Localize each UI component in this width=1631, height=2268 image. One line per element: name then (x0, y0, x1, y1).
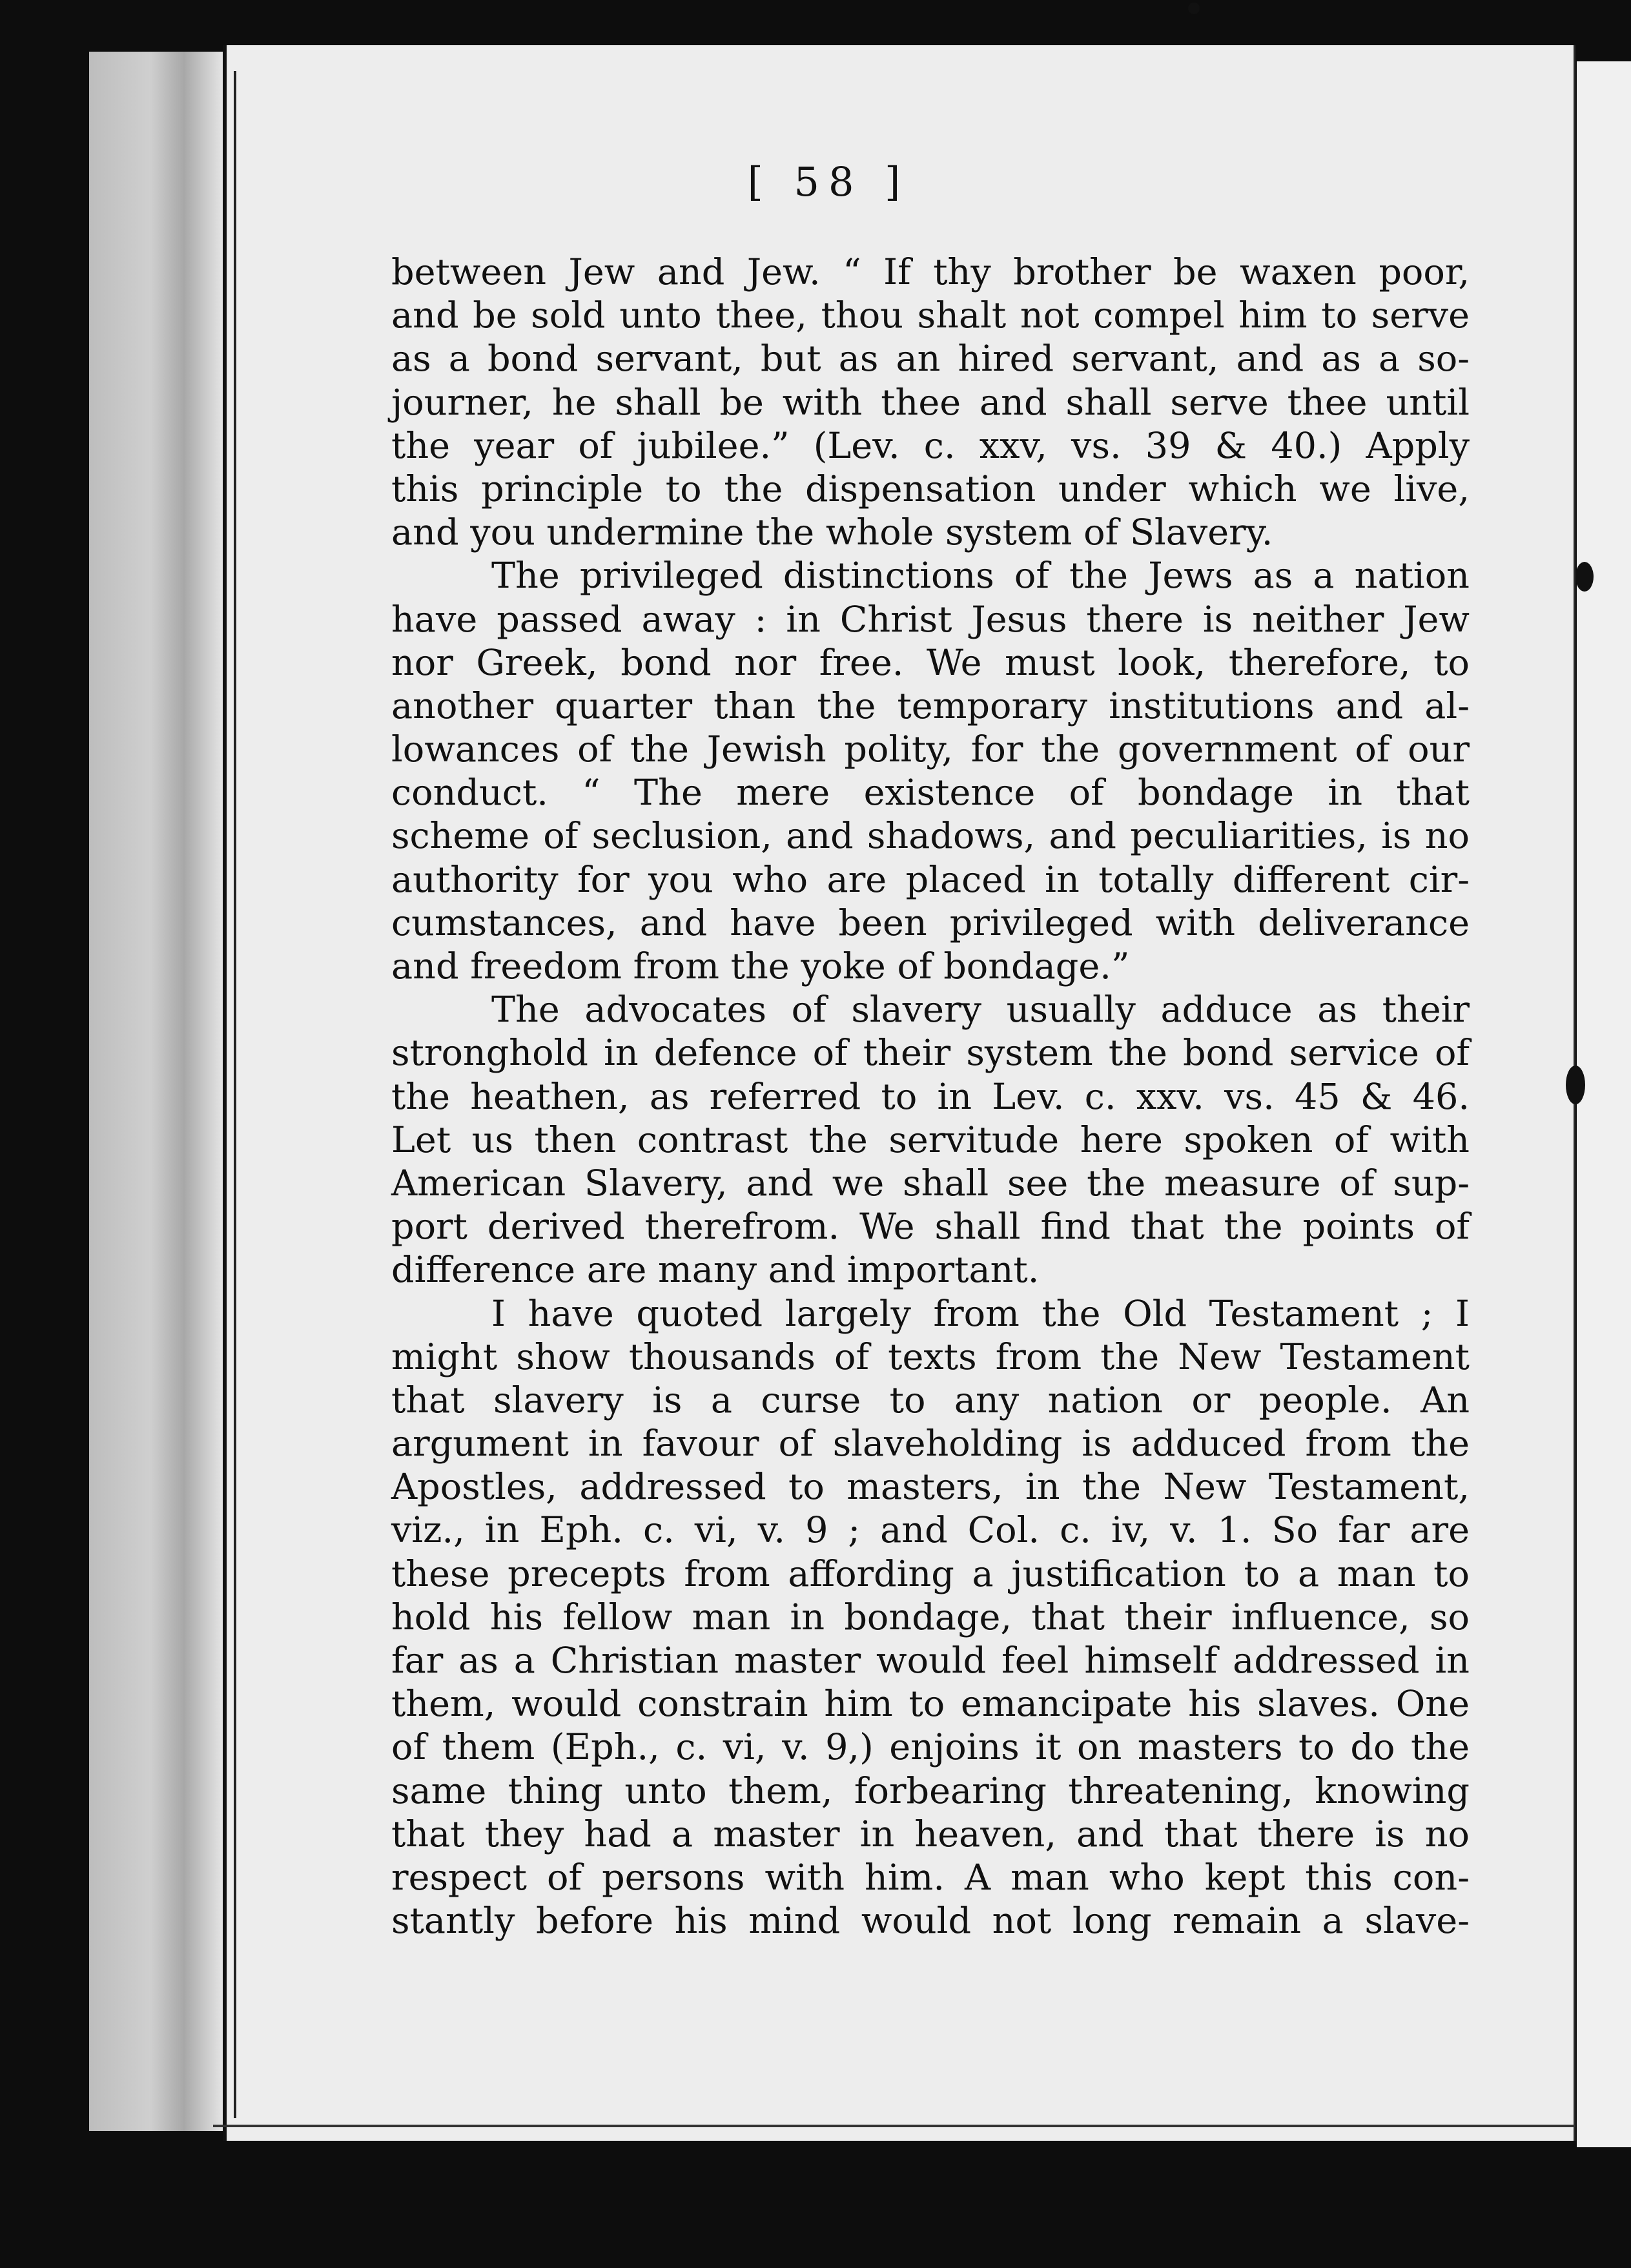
scan-speck (1575, 562, 1594, 592)
text-line: Let us then contrast the servitude here spoken of with (391, 1119, 1470, 1161)
text-line: these precepts from affording a justification to a man to (391, 1552, 1470, 1595)
text-line: and freedom from the yoke of bondage.” (391, 945, 1130, 987)
text-line: of them (Eph., c. vi, v. 9,) enjoins it on masters to do the (391, 1726, 1470, 1769)
text-line: between Jew and Jew. “ If thy brother be waxen poor, (391, 251, 1470, 293)
text-line: the year of jubilee.” (Lev. c. xxv, vs. 39 & 40.) Apply (391, 424, 1470, 467)
text-line: conduct. “ The mere existence of bondage in that (391, 772, 1470, 814)
facing-page-edge (1577, 61, 1631, 2147)
text-line: stronghold in defence of their system the bond service of (391, 1032, 1470, 1075)
text-line: the heathen, as referred to in Lev. c. xxv. vs. 45 & 46. (391, 1075, 1470, 1118)
text-line: them, would constrain him to emancipate his slaves. One (391, 1683, 1470, 1726)
text-line: The privileged distinctions of the Jews as a nation (491, 555, 1470, 597)
text-line: authority for you who are placed in totally different cir- (391, 858, 1470, 901)
text-line: nor Greek, bond nor free. We must look, therefore, to (391, 641, 1470, 684)
page-number: [ 58 ] (747, 158, 910, 205)
page-left-edge (89, 52, 225, 2131)
text-line: stantly before his mind would not long remain a slave- (391, 1900, 1470, 1943)
page-bottom-edge (213, 2125, 1575, 2127)
text-line: I have quoted largely from the Old Testament ; I (491, 1292, 1470, 1335)
text-line: another quarter than the temporary institutions and al- (391, 685, 1470, 727)
text-line: that they had a master in heaven, and that there is no (391, 1813, 1470, 1855)
text-line: might show thousands of texts from the New Testament (391, 1335, 1470, 1378)
text-line: same thing unto them, forbearing threatening, knowing (391, 1769, 1470, 1812)
text-line: have passed away : in Christ Jesus there is neither Jew (391, 598, 1470, 641)
text-line: as a bond servant, but as an hired servant, and as a so- (391, 338, 1470, 380)
text-line: respect of persons with him. A man who kept this con- (391, 1856, 1470, 1899)
text-line: cumstances, and have been privileged with deliverance (391, 902, 1470, 944)
text-line: port derived therefrom. We shall find that the points of (391, 1206, 1470, 1248)
text-line: American Slavery, and we shall see the measure of sup- (391, 1162, 1470, 1204)
scan-speck (1188, 3, 1200, 14)
text-line: The advocates of slavery usually adduce as their (491, 989, 1470, 1031)
text-line: this principle to the dispensation under which we live, (391, 468, 1470, 510)
text-line: and be sold unto thee, thou shalt not compel him to serve (391, 294, 1470, 337)
text-line: Apostles, addressed to masters, in the New Testament, (391, 1466, 1470, 1509)
body-text (391, 251, 1470, 1943)
text-line: viz., in Eph. c. vi, v. 9 ; and Col. c. iv, v. 1. So far are (391, 1509, 1470, 1552)
scan-speck (1566, 1066, 1585, 1104)
text-line: argument in favour of slaveholding is adduced from the (391, 1423, 1470, 1465)
text-line: far as a Christian master would feel himself addressed in (391, 1640, 1470, 1682)
text-line: scheme of seclusion, and shadows, and peculiarities, is no (391, 815, 1470, 858)
page-gutter-line (234, 71, 236, 2118)
text-line: journer, he shall be with thee and shall serve thee until (391, 381, 1470, 424)
text-line: lowances of the Jewish polity, for the government of our (391, 728, 1470, 771)
text-line: and you undermine the whole system of Slavery. (391, 511, 1273, 554)
text-line: difference are many and important. (391, 1249, 1040, 1292)
text-line: that slavery is a curse to any nation or people. An (391, 1379, 1470, 1421)
text-line: hold his fellow man in bondage, that their influence, so (391, 1596, 1470, 1638)
